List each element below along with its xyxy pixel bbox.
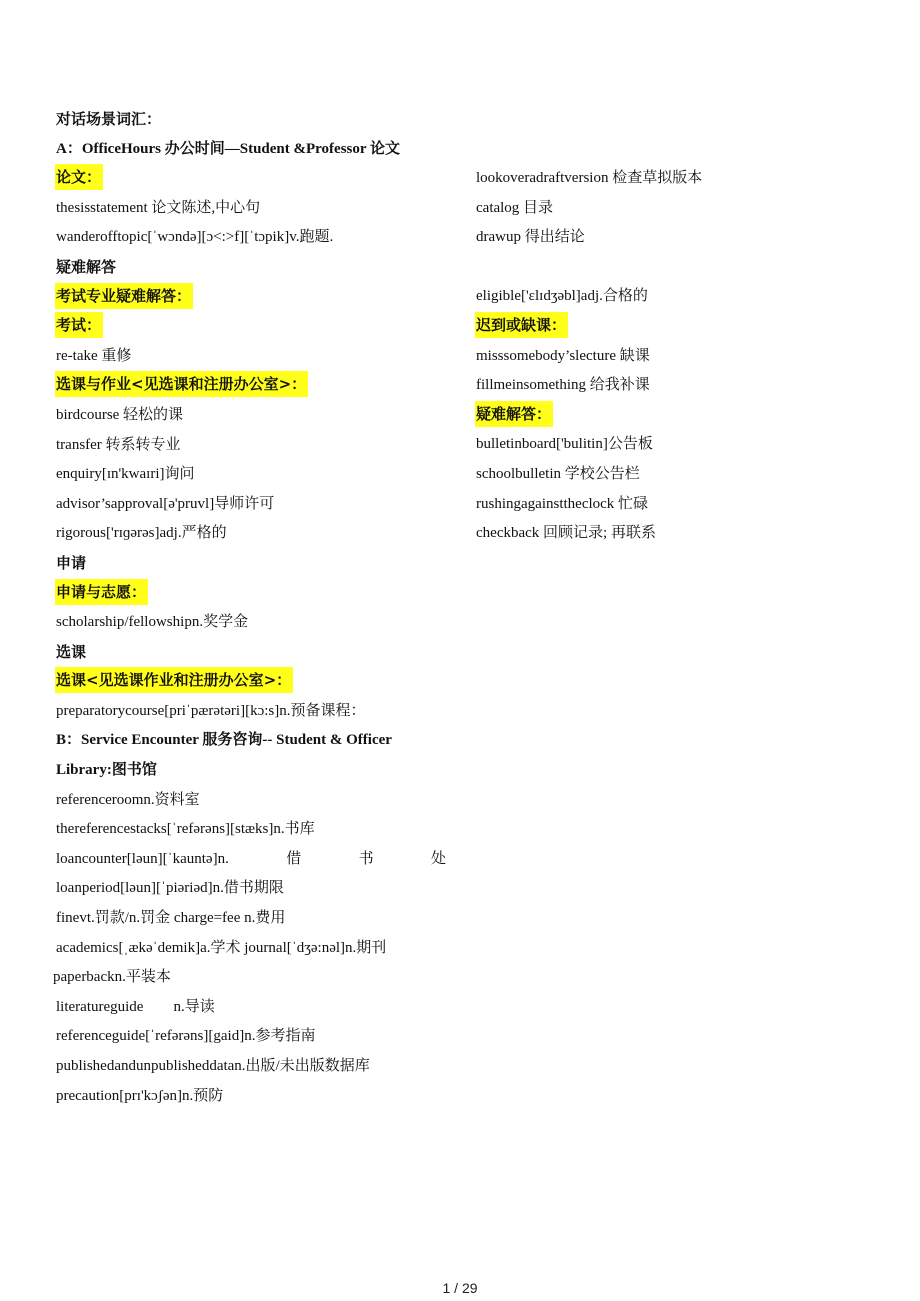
highlight-late-absence: 迟到或缺课： <box>475 312 568 338</box>
entry-scholarship: scholarship/fellowshipn.奖学金 <box>56 614 249 631</box>
left-column <box>53 105 456 1111</box>
entry-miss-lecture: misssomebody’slecture 缺课 <box>476 347 650 364</box>
heading-vocab: 对话场景词汇： <box>56 110 162 128</box>
entry-wander-off-topic: wanderofftopic[ˈwɔndə][ɔ<:>f][ˈtɔpik]v.跑题. <box>56 229 334 246</box>
highlight-exam: 考试： <box>55 312 103 338</box>
entry-precaution: precaution[prɪ'kɔʃən]n.预防 <box>56 1087 224 1104</box>
highlight-exam-qa: 考试专业疑难解答： <box>55 283 193 309</box>
section-b-heading: B：Service Encounter 服务咨询-- Student & Officer <box>56 732 392 749</box>
entry-rigorous: rigorous['rɪɡərəs]adj.严格的 <box>56 525 227 542</box>
entry-birdcourse: birdcourse 轻松的课 <box>56 406 184 423</box>
highlight-course-homework: 选课与作业<见选课和注册办公室>： <box>55 371 308 397</box>
entry-reference-stacks: thereferencestacks[ˈrefərəns][stæks]n.书库 <box>56 821 315 838</box>
entry-advisor-approval: advisor’sapproval[ə'pruvl]导师许可 <box>56 495 275 512</box>
entry-loan-period: loanperiod[ləun][ˈpiəriəd]n.借书期限 <box>56 880 284 897</box>
entry-reference-room: referenceroomn.资料室 <box>56 791 200 808</box>
heading-library: Library:图书馆 <box>56 762 157 779</box>
entry-retake: re-take 重修 <box>56 347 132 364</box>
section-a-heading: A：OfficeHours 办公时间—Student &Professor 论文 <box>56 140 401 157</box>
spacer-line <box>476 253 776 283</box>
entry-check-back: checkback 回顾记录; 再联系 <box>476 525 656 542</box>
highlight-apply: 申请与志愿： <box>55 579 148 605</box>
entry-fine: finevt.罚款/n.罚金 charge=fee n.费用 <box>56 910 286 927</box>
heading-select-course: 选课 <box>56 642 87 661</box>
entry-catalog: catalog 目录 <box>476 199 554 216</box>
heading-apply: 申请 <box>56 553 87 572</box>
loan-counter-term: loancounter[ləun][ˈkauntə]n. <box>56 850 229 867</box>
entry-reference-guide: referenceguide[ˈrefərəns][gaid]n.参考指南 <box>56 1028 316 1045</box>
page-number: 1 / 29 <box>442 1280 478 1296</box>
highlight-thesis: 论文： <box>55 164 103 190</box>
right-column <box>476 164 776 549</box>
entry-thesis-statement: thesisstatement 论文陈述,中心句 <box>56 199 261 216</box>
loan-counter-char-2: 书 <box>358 850 374 867</box>
entry-look-over-draft: lookoveradraftversion 检查草拟版本 <box>476 170 703 186</box>
entry-published-data: publishedandunpublisheddatan.出版/未出版数据库 <box>56 1058 370 1074</box>
entry-school-bulletin: schoolbulletin 学校公告栏 <box>476 465 640 482</box>
loan-counter-char-3: 处 <box>430 850 446 867</box>
entry-literature-guide: literatureguide n.导读 <box>56 998 215 1015</box>
heading-qa: 疑难解答 <box>56 257 117 276</box>
entry-transfer: transfer 转系转专业 <box>56 436 181 453</box>
entry-enquiry: enquiry[ɪn'kwaɪri]询问 <box>56 466 195 483</box>
highlight-select-course: 选课<见选课作业和注册办公室>： <box>55 667 293 693</box>
loan-counter-char-1: 借 <box>286 850 302 867</box>
entry-academics: academics[ˌækəˈdemik]a.学术 journal[ˈdʒə:nəl]n.期刊 <box>56 939 387 956</box>
entry-loan-counter <box>56 845 446 875</box>
entry-fill-me-in: fillmeinsomething 给我补课 <box>476 377 650 394</box>
entry-bulletin-board: bulletinboard['bulitin]公告板 <box>476 436 653 453</box>
entry-draw-up: drawup 得出结论 <box>476 229 585 246</box>
entry-eligible: eligible['ɛlɪdʒəbl]adj.合格的 <box>476 288 648 305</box>
entry-rushing: rushingagainsttheclock 忙碌 <box>476 495 649 512</box>
highlight-qa: 疑难解答： <box>475 401 553 427</box>
entry-paperback: paperbackn.平装本 <box>53 969 171 986</box>
entry-preparatory-course: preparatorycourse[priˈpærətəri][kɔ:s]n.预备课程： <box>56 702 366 719</box>
